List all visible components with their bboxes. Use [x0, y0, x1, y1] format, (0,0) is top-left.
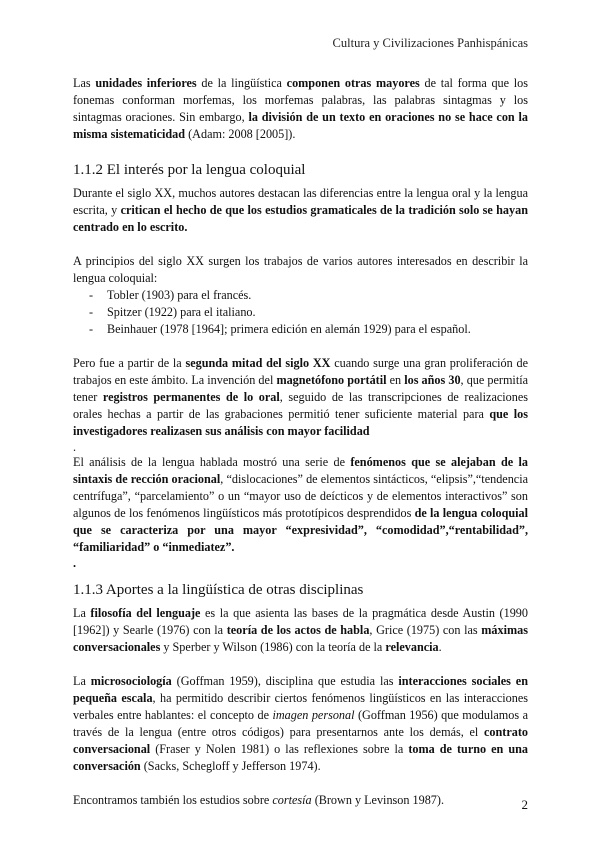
paragraph-microsociology: La microsociología (Goffman 1959), disciplina que estudia las interacciones sociales en pequeña escala, ha permitido describir ciertos fenómenos lingüísticos en las interacciones verbales entre hablantes: el concepto de imagen personal (Goffman 1956) que modulamos a través de la lengua (entre otros códigos) para presentarnos ante los demás, el contrato conversacional (Fraser y Nolen 1981) o las reflexiones sobre la toma de turno en una conversación (Sacks, Schegloff y Jefferson 1974). [73, 674, 529, 773]
section-heading-1-1-3: 1.1.3 Aportes a la lingüística de otras disciplinas [73, 582, 364, 598]
paragraph-early-20th-century: A principios del siglo XX surgen los trabajos de varios autores interesados en describir la lengua coloquial: [73, 254, 528, 285]
paragraph-oral-vs-written: Durante el siglo XX, muchos autores destacan las diferencias entre la lengua oral y la lengua escrita, y critican el hecho de que los estudios gramaticales de la tradición solo se hayan centrado en lo escrito. [73, 186, 528, 234]
paragraph-spoken-language-analysis: El análisis de la lengua hablada mostró una serie de fenómenos que se alejaban de la sintaxis de rección oracional, “dislocaciones” de elementos sintácticos, “elipsis”,“tendencia centrífuga”, “parcelamiento” o un “mayor uso de deícticos y de elementos interactivos” son algunos de los fenómenos lingüísticos más prototípicos desprendidos de la lengua coloquial que se caracteriza por una mayor “expresividad”, “comodidad”,“rentabilidad”, “familiaridad” o “inmediatez”. [73, 455, 529, 554]
list-item: - Tobler (1903) para el francés. [73, 287, 528, 304]
paragraph-second-half-20th: Pero fue a partir de la segunda mitad del siglo XX cuando surge una gran proliferación de trabajos en este ámbito. La invención del magnetófono portátil en los años 30, que permitía tener registros permanentes de lo oral, seguido de las transcripciones de realizaciones orales hechas a partir de las grabaciones permitió tener suficiente material para que los investigadores realizasen sus análisis con mayor facilidad [73, 356, 528, 438]
list-item: - Beinhauer (1978 [1964]; primera edición en alemán 1929) para el español. [73, 321, 528, 338]
stray-period: . [73, 440, 77, 454]
page-content [73, 75, 528, 809]
author-list [73, 287, 528, 338]
paragraph-philosophy-of-language: La filosofía del lenguaje es la que asienta las bases de la pragmática desde Austin (1990 [1962]) y Searle (1976) con la teoría de los actos de habla, Grice (1975) con las máximas conversacionales y Sperber y Wilson (1986) con la teoría de la relevancia. [73, 606, 528, 654]
page-number: 2 [521, 797, 528, 812]
running-header: Cultura y Civilizaciones Panhispánicas [332, 36, 528, 50]
paragraph-politeness: Encontramos también los estudios sobre cortesía (Brown y Levinson 1987). [73, 793, 444, 807]
paragraph-units: Las unidades inferiores de la lingüística componen otras mayores de tal forma que los fonemas conforman morfemas, los morfemas palabras, las palabras sintagmas y los sintagmas oraciones. Sin embargo, la división de un texto en oraciones no se hace con la misma sistematicidad (Adam: 2008 [2005]). [73, 76, 529, 141]
list-item: - Spitzer (1922) para el italiano. [73, 304, 528, 321]
section-heading-1-1-2: 1.1.2 El interés por la lengua coloquial [73, 162, 306, 178]
stray-period: . [73, 556, 77, 570]
